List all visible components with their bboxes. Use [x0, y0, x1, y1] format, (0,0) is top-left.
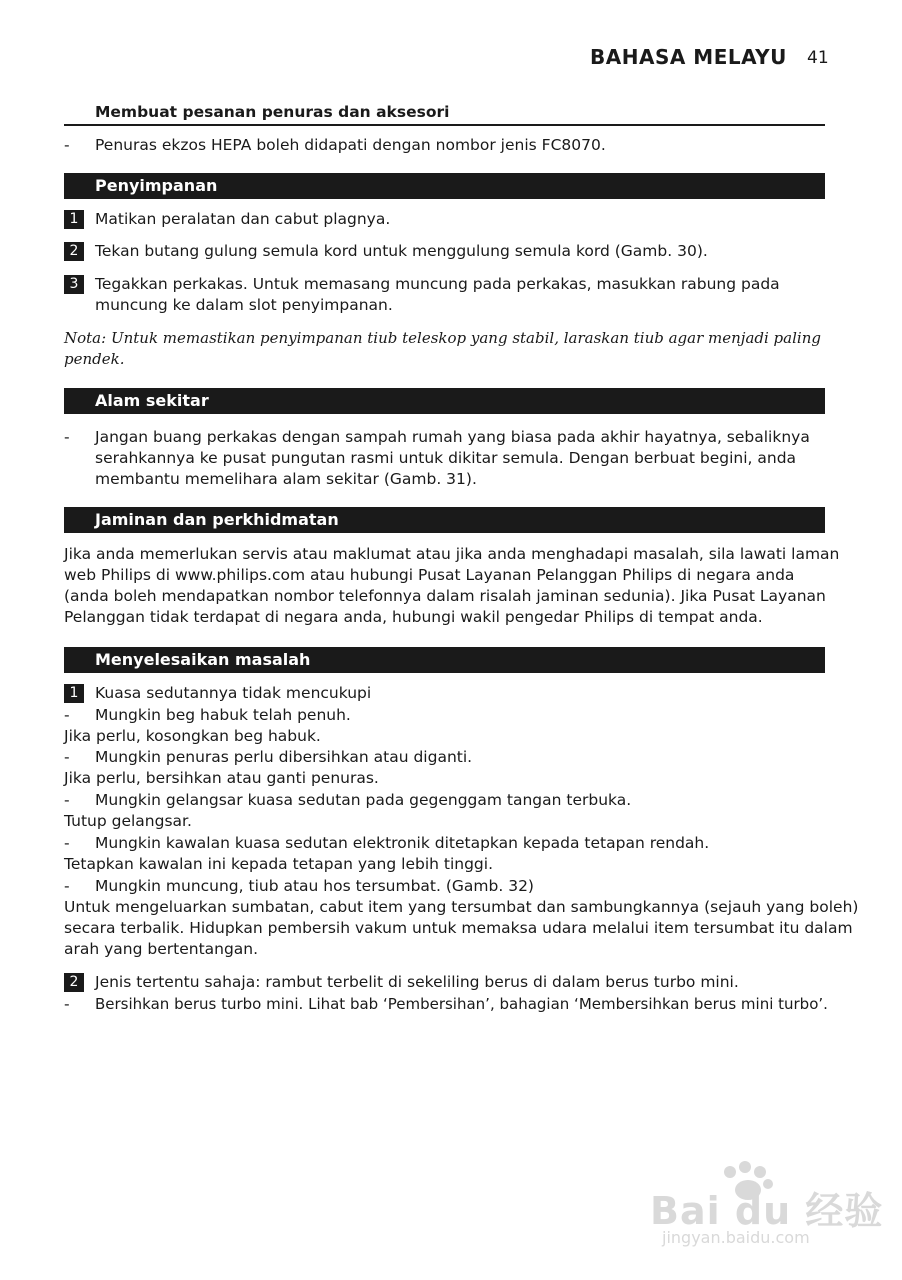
step-text: Tekan butang gulung semula kord untuk menggulung semula kord (Gamb. 30). — [95, 242, 708, 260]
language-header: BAHASA MELAYU — [590, 45, 787, 69]
fix-text: Tetapkan kawalan ini kepada tetapan yang lebih tinggi. — [64, 855, 493, 873]
step-number: 3 — [64, 275, 84, 294]
step-text: Matikan peralatan dan cabut plagnya. — [95, 210, 391, 228]
bullet-dash: - — [64, 748, 70, 766]
bullet-dash: - — [64, 706, 70, 724]
fix-text: arah yang bertentangan. — [64, 940, 259, 958]
problem-number: 1 — [64, 684, 84, 703]
bullet-dash: - — [64, 136, 70, 154]
section-bar-troubleshooting — [64, 647, 825, 673]
section-title-troubleshooting: Menyelesaikan masalah — [95, 650, 311, 669]
bullet-dash: - — [64, 995, 70, 1013]
problem-title: Jenis tertentu sahaja: rambut terbelit di sekeliling berus di dalam berus turbo mini. — [95, 973, 739, 991]
watermark-logo — [650, 1160, 884, 1250]
guarantee-text: Pelanggan tidak terdapat di negara anda, hubungi wakil pengedar Philips di tempat anda. — [64, 608, 763, 626]
fix-text: Jika perlu, kosongkan beg habuk. — [64, 727, 321, 745]
step-text: Tegakkan perkakas. Untuk memasang muncung pada perkakas, masukkan rabung pada — [95, 275, 780, 293]
step-number: 1 — [64, 210, 84, 229]
cause-text: Mungkin muncung, tiub atau hos tersumbat. (Gamb. 32) — [95, 877, 534, 895]
section-title-ordering: Membuat pesanan penuras dan aksesori — [95, 103, 450, 121]
watermark-url: jingyan.baidu.com — [662, 1228, 810, 1247]
watermark-brand: Bai du 经验 — [650, 1189, 884, 1233]
guarantee-text: (anda boleh mendapatkan nombor telefonnya dalam risalah jaminan sedunia). Jika Pusat Layanan — [64, 587, 826, 605]
cause-text: Mungkin penuras perlu dibersihkan atau diganti. — [95, 748, 473, 766]
ordering-text: Penuras ekzos HEPA boleh didapati dengan nombor jenis FC8070. — [95, 136, 606, 154]
bullet-dash: - — [64, 877, 70, 895]
cause-text: Mungkin beg habuk telah penuh. — [95, 706, 351, 724]
bullet-dash: - — [64, 834, 70, 852]
section-title-storage: Penyimpanan — [95, 176, 218, 195]
section-bar-storage — [64, 173, 825, 199]
environment-text: membantu memelihara alam sekitar (Gamb. 31). — [95, 470, 477, 488]
cause-text: Mungkin gelangsar kuasa sedutan pada gegenggam tangan terbuka. — [95, 791, 632, 809]
problem-number: 2 — [64, 973, 84, 992]
bullet-dash: - — [64, 428, 70, 446]
guarantee-text: web Philips di www.philips.com atau hubungi Pusat Layanan Pelanggan Philips di negara anda — [64, 566, 795, 584]
page-number: 41 — [807, 48, 829, 68]
fix-text: Untuk mengeluarkan sumbatan, cabut item yang tersumbat dan sambungkannya (sejauh yang boleh) — [64, 898, 859, 916]
storage-note: pendek. — [64, 350, 125, 368]
step-text: muncung ke dalam slot penyimpanan. — [95, 296, 393, 314]
environment-text: Jangan buang perkakas dengan sampah rumah yang biasa pada akhir hayatnya, sebaliknya — [95, 428, 810, 446]
storage-note: Nota: Untuk memastikan penyimpanan tiub teleskop yang stabil, laraskan tiub agar menjadi paling — [64, 329, 821, 347]
environment-text: serahkannya ke pusat pungutan rasmi untuk dikitar semula. Dengan berbuat begini, anda — [95, 449, 797, 467]
step-number: 2 — [64, 242, 84, 261]
fix-text: Jika perlu, bersihkan atau ganti penuras. — [64, 769, 379, 787]
section-bar-guarantee — [64, 507, 825, 533]
fix-text: secara terbalik. Hidupkan pembersih vakum untuk memaksa udara melalui item tersumbat itu dalam — [64, 919, 853, 937]
section-bar-environment — [64, 388, 825, 414]
bullet-dash: - — [64, 791, 70, 809]
section-rule — [64, 124, 825, 126]
fix-text: Bersihkan berus turbo mini. Lihat bab ‘Pembersihan’, bahagian ‘Membersihkan berus mini turbo’. — [95, 995, 828, 1013]
section-title-guarantee: Jaminan dan perkhidmatan — [95, 510, 339, 529]
fix-text: Tutup gelangsar. — [64, 812, 192, 830]
section-title-environment: Alam sekitar — [95, 391, 209, 410]
cause-text: Mungkin kawalan kuasa sedutan elektronik ditetapkan kepada tetapan rendah. — [95, 834, 710, 852]
guarantee-text: Jika anda memerlukan servis atau maklumat atau jika anda menghadapi masalah, sila lawati laman — [64, 545, 840, 563]
problem-title: Kuasa sedutannya tidak mencukupi — [95, 684, 372, 702]
